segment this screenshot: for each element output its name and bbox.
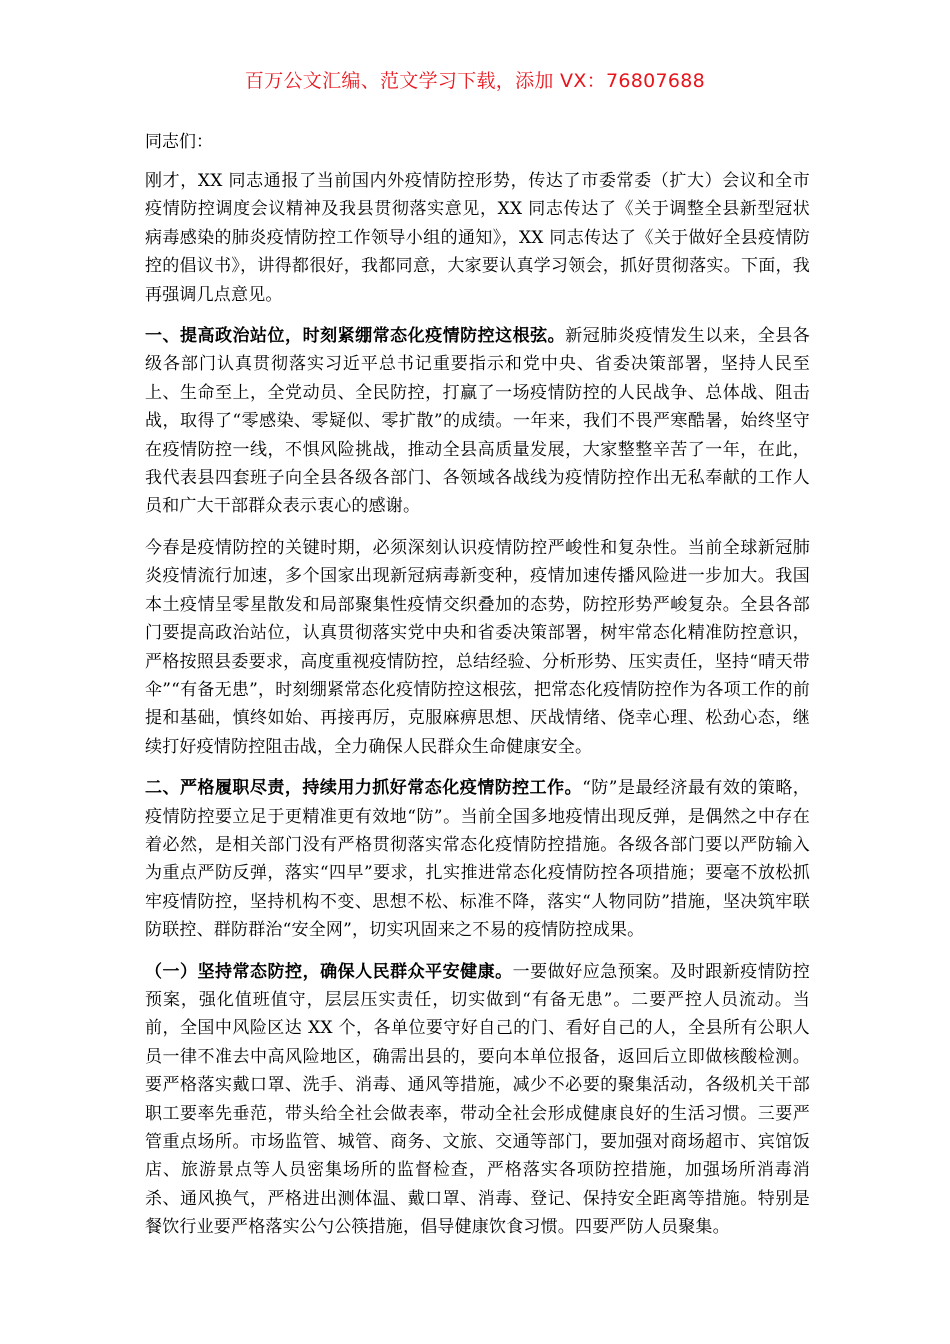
paragraph-section-2 (145, 774, 810, 944)
section-heading: 二、严格履职尽责，持续用力抓好常态化疫情防控工作。 (145, 778, 583, 799)
paragraph-text: “防”是最经济最有效的策略，疫情防控要立足于更精准更有效地“防”。当前全国多地疫情出现反弹，是偶然之中存在着必然，是相关部门没有严格贯彻落实常态化疫情防控措施。各级各部门要以严防输入为重点严防反弹，落实“四早”要求，扎实推进常态化疫情防控各项措施；要毫不放松抓牢疫情防控，坚持机构不变、思想不松、标准不降，落实“人物同防”措施，坚决筑牢联防联控、群防群治“安全网”，切实巩固来之不易的疫情防控成果。 (145, 778, 811, 941)
paragraph-section-1-detail (145, 534, 810, 761)
paragraph-text: 新冠肺炎疫情发生以来，全县各级各部门认真贯彻落实习近平总书记重要指示和党中央、省委决策部署，坚持人民至上、生命至上，全党动员、全民防控，打赢了一场疫情防控的人民战争、总体战、阻击战，取得了“零感染、零疑似、零扩散”的成绩。一年来，我们不畏严寒酷暑，始终坚守在疫情防控一线，不惧风险挑战，推动全县高质量发展，大家整整辛苦了一年，在此，我代表县四套班子向全县各级各部门、各领域各战线为疫情防控作出无私奉献的工作人员和广大干部群众表示衷心的感谢。 (145, 326, 810, 517)
salutation: 同志们： (145, 132, 213, 152)
section-heading: 一、提高政治站位，时刻紧绷常态化疫情防控这根弦。 (145, 326, 566, 347)
document-body (145, 128, 810, 1255)
paragraph-section-1 (145, 322, 810, 521)
paragraph-subsection-1 (145, 958, 810, 1242)
paragraph-text: 刚才，XX 同志通报了当前国内外疫情防控形势，传达了市委常委（扩大）会议和全市疫情防控调度会议精神及我县贯彻落实意见，XX 同志传达了《关于调整全县新型冠状病毒感染的肺炎疫情防控工作领导小组的通知》，XX 同志传达了《关于做好全县疫情防控的倡议书》，讲得都很好，我都同意，大家要认真学习领会，抓好贯彻落实。下面，我再强调几点意见。 (145, 171, 810, 305)
paragraph-text: 今春是疫情防控的关键时期，必须深刻认识疫情防控严峻性和复杂性。当前全球新冠肺炎疫情流行加速，多个国家出现新冠病毒新变种，疫情加速传播风险进一步加大。我国本土疫情呈零星散发和局部聚集性疫情交织叠加的态势，防控形势严峻复杂。全县各部门要提高政治站位，认真贯彻落实党中央和省委决策部署，树牢常态化精准防控意识，严格按照县委要求，高度重视疫情防控，总结经验、分析形势、压实责任，坚持“晴天带伞”“有备无患”，时刻绷紧常态化疫情防控这根弦，把常态化疫情防控作为各项工作的前提和基础，慎终如始、再接再厉，克服麻痹思想、厌战情绪、侥幸心理、松劲心态，继续打好疫情防控阻击战，全力确保人民群众生命健康安全。 (145, 537, 810, 757)
paragraph-text: 一要做好应急预案。及时跟新疫情防控预案，强化值班值守，层层压实责任，切实做到“有备无患”。二要严控人员流动。当前，全国中风险区达 XX 个，各单位要守好自己的门、看好自己的人，全县所有公职人员一律不准去中高风险地区，确需出县的，要向本单位报备，返回后立即做核酸检测。要严格落实戴口罩、洗手、消毒、通风等措施，减少不必要的聚集活动，各级机关干部职工要率先垂范，带头给全社会做表率，带动全社会形成健康良好的生活习惯。三要严管重点场所。市场监管、城管、商务、文旅、交通等部门，要加强对商场超市、宾馆饭店、旅游景点等人员密集场所的监督检查，严格落实各项防控措施，加强场所消毒消杀、通风换气，严格进出测体温、戴口罩、消毒、登记、保持安全距离等措施。特别是餐饮行业要严格落实公勺公筷措施，倡导健康饮食习惯。四要严防人员聚集。 (145, 961, 810, 1238)
paragraph-intro (145, 167, 810, 309)
watermark-banner: 百万公文汇编、范文学习下载，添加 VX：76807688 (244, 70, 706, 92)
subsection-heading: （一）坚持常态防控，确保人民群众平安健康。 (145, 961, 513, 982)
